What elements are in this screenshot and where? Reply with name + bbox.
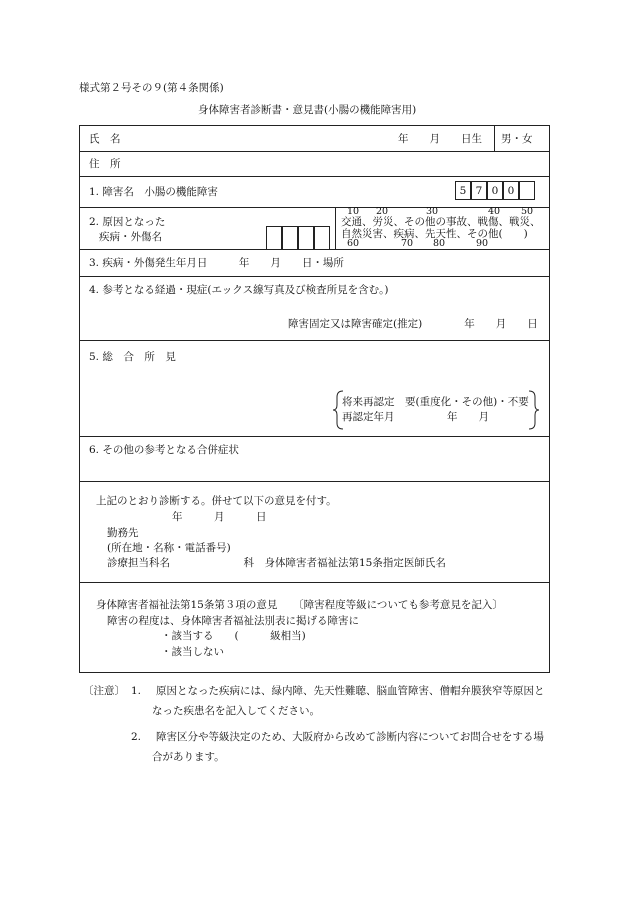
cause-code-box[interactable] bbox=[282, 226, 298, 250]
cause-code-number: 10 bbox=[347, 206, 360, 217]
workplace-label: 勤務先 bbox=[107, 527, 139, 539]
form-number: 様式第２号その９(第４条関係) bbox=[79, 82, 224, 94]
diagnosis-statement: 上記のとおり診断する。併せて以下の意見を付す。 bbox=[96, 495, 337, 507]
course-label: 4. 参考となる経過・現症(エックス線写真及び検査所見を含む。) bbox=[89, 284, 389, 296]
cause-code-box[interactable] bbox=[314, 226, 330, 250]
cause-code-box[interactable] bbox=[298, 226, 314, 250]
note-2-line1: 障害区分や等級決定のため、大阪府から改めて診断内容についてお問合せをする場 bbox=[156, 731, 544, 743]
recert-line2: 再認定年月 年 月 bbox=[342, 411, 489, 423]
divider bbox=[80, 481, 549, 482]
divider bbox=[80, 276, 549, 277]
cause-options-line2: 自然災害、疾病、先天性、その他( ) bbox=[341, 228, 528, 240]
disability-code-box[interactable]: 0 bbox=[503, 181, 519, 200]
cause-label-sub: 疾病・外傷名 bbox=[99, 231, 162, 243]
name-label: 氏 名 bbox=[89, 133, 121, 145]
opinion-option-not-applicable[interactable]: ・該当しない bbox=[161, 646, 224, 658]
doctor-line: 診療担当科名 科 身体障害者福祉法第15条指定医師氏名 bbox=[107, 557, 446, 569]
recert-line1: 将来再認定 要(重度化・その他)・不要 bbox=[342, 396, 529, 408]
opinion-line2: 障害の程度は、身体障害者福祉法別表に掲げる障害に bbox=[107, 615, 359, 627]
cause-code-box[interactable] bbox=[266, 226, 282, 250]
note-2-number: 2. bbox=[131, 731, 142, 743]
disability-code-box[interactable]: 5 bbox=[455, 181, 471, 200]
divider bbox=[80, 176, 549, 177]
disability-code-box[interactable]: 7 bbox=[471, 181, 487, 200]
disability-code-box[interactable]: 0 bbox=[487, 181, 503, 200]
findings-label: 5. 総 合 所 見 bbox=[89, 351, 176, 363]
divider bbox=[80, 207, 549, 208]
divider bbox=[80, 151, 549, 152]
note-1-number: 1. bbox=[131, 685, 142, 697]
divider bbox=[80, 582, 549, 583]
note-2-line2: 合があります。 bbox=[152, 751, 225, 763]
certificate-form bbox=[79, 125, 550, 673]
cause-code-number: 90 bbox=[476, 238, 489, 249]
diagnosis-date: 年 月 日 bbox=[172, 511, 267, 523]
cause-code-number: 20 bbox=[376, 206, 389, 217]
divider bbox=[80, 436, 549, 437]
address-label: 住 所 bbox=[89, 158, 121, 170]
divider bbox=[494, 126, 495, 151]
divider bbox=[335, 207, 336, 249]
form-title: 身体障害者診断書・意見書(小腸の機能障害用) bbox=[198, 104, 417, 116]
cause-code-number: 80 bbox=[433, 238, 446, 249]
cause-label: 2. 原因となった bbox=[89, 216, 166, 228]
note-1-line1: 原因となった疾病には、緑内障、先天性難聴、脳血管障害、僧帽弁膜狭窄等原因と bbox=[156, 685, 545, 697]
complications-label: 6. その他の参考となる合併症状 bbox=[89, 444, 239, 456]
cause-code-number: 40 bbox=[488, 206, 501, 217]
fixed-date-label: 障害固定又は障害確定(推定) 年 月 日 bbox=[288, 318, 538, 330]
disability-code-box[interactable] bbox=[519, 181, 535, 200]
cause-code-number: 70 bbox=[401, 238, 414, 249]
cause-code-number: 30 bbox=[426, 206, 439, 217]
onset-date-label: 3. 疾病・外傷発生年月日 年 月 日・場所 bbox=[89, 257, 344, 269]
birth-date-label: 年 月 日生 bbox=[398, 133, 482, 145]
disability-name-label: 1. 障害名 小腸の機能障害 bbox=[89, 186, 218, 198]
cause-code-number: 50 bbox=[521, 206, 534, 217]
sex-label: 男・女 bbox=[501, 133, 533, 145]
note-1-line2: なった疾患名を記入してください。 bbox=[152, 705, 320, 717]
opinion-line1: 身体障害者福祉法第15条第３項の意見 〔障害程度等級についても参考意見を記入〕 bbox=[96, 599, 503, 611]
cause-options-line1: 交通、労災、その他の事故、戦傷、戦災、 bbox=[341, 216, 541, 228]
notes-label: 〔注意〕 bbox=[83, 685, 125, 697]
workplace-detail: (所在地・名称・電話番号) bbox=[107, 542, 231, 554]
cause-code-number: 60 bbox=[347, 238, 360, 249]
divider bbox=[80, 340, 549, 341]
opinion-option-applicable[interactable]: ・該当する ( 級相当) bbox=[161, 630, 306, 642]
